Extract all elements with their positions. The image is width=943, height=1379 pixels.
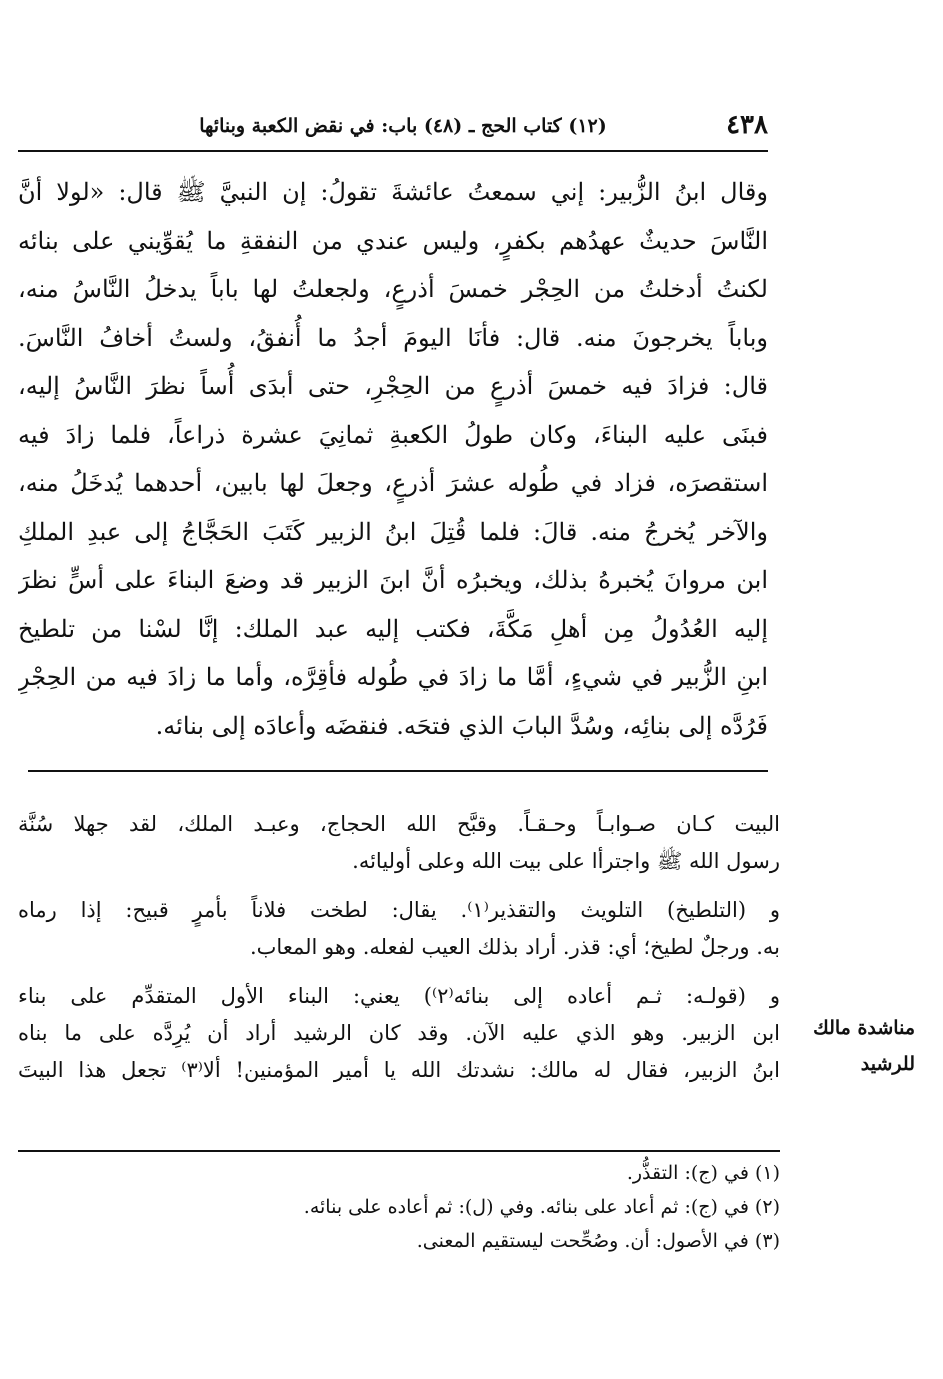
hadith-line: وباباً يخرجونَ منه. قال: فأنَا اليومَ أجدُ ما أُنفقُ، ولستُ أخافُ النَّاسَ. (18, 323, 768, 352)
margin-note (795, 1010, 915, 1082)
hadith-line: والآخر يُخرجُ منه. قالَ: فلما قُتِلَ ابنُ الزبير كَتَبَ الحَجَّاجُ إلى عبدِ الملكِ (18, 517, 768, 546)
hadith-line: قال: فزادَ فيه خمسَ أذرعٍ من الحِجْرِ، حتى أبدَى أُساً نظرَ النَّاسُ إليه، (18, 372, 768, 400)
commentary-line: رسول الله ﷺ واجترأا على بيت الله وعلى أوليائه. (352, 849, 780, 873)
commentary-line: البيت كـان صـوابـاً وحـقـاً. وقبَّح الله الحجاج، وعبـد الملك، لقد جهلا سُنَّة (18, 812, 780, 836)
hadith-line: ابنِ الزُّبير في شيءٍ، أمَّا ما زادَ في طُوله فأقِرَّه، وأما ما زادَ فيه من الحِجْرِ (18, 663, 768, 691)
footnote: (١) في (ج): التقذُّر. (626, 1162, 780, 1184)
hadith-line: إليه العُدُولُ مِن أهلِ مَكَّةَ، فكتب إليه عبد الملك: إنَّا لسْنا من تلطيخ (18, 614, 768, 643)
commentary-divider (28, 770, 768, 772)
margin-note-line: مناشدة مالك (813, 1017, 915, 1039)
hadith-line: النَّاسَ حديثٌ عهدُهم بكفرٍ، وليس عندي من النفقةِ ما يُقوِّيني على بنائه (18, 226, 768, 255)
hadith-line: وقال ابنُ الزُّبير: إني سمعتُ عائشةَ تقولُ: إن النبيَّ ﷺ قال: «لولا أنَّ (18, 178, 768, 206)
commentary-line: به. ورجلٌ لطيخ؛ أي: قذر. أراد بذلك العيب لفعله. وهو المعاب. (249, 935, 780, 959)
header-rule (18, 150, 768, 152)
page-number: ٤٣٨ (726, 110, 768, 140)
footnote: (٣) في الأصول: أن. وصُحِّحت ليستقيم المعنى. (416, 1230, 780, 1252)
footnote-divider (18, 1150, 780, 1152)
commentary-line: ابن الزبير. وهو الذي عليه الآن. وقد كان الرشيد أراد أن يُرِدَّه على ما بناه (18, 1021, 780, 1045)
commentary-paragraph (18, 892, 780, 966)
margin-note-line: للرشيد (860, 1053, 915, 1075)
running-head: (١٢) كتاب الحج ـ (٤٨) باب: في نقض الكعبة وبنائها (199, 115, 607, 137)
hadith-line: فبنَى عليه البناءَ، وكان طولُ الكعبةِ ثمانِيَ عشرة ذراعاً، فلما زادَ فيه (18, 420, 768, 449)
commentary-paragraph (18, 978, 780, 1089)
footnote: (٢) في (ج): ثم أعاد على بنائه. وفي (ل): ثم أعاده على بنائه. (303, 1196, 780, 1218)
commentary-paragraph (18, 806, 780, 880)
hadith-line: ابن مروانَ يُخبرهُ بذلك، ويخبرُه أنَّ ابنَ الزبير قد وضعَ البناءَ على أسٍّ نظرَ (18, 566, 768, 594)
hadith-line: فَرُدَّه إلى بنائِه، وسُدَّ البابَ الذي فتحَه. فنقضَه وأعادَه إلى بنائه. (155, 711, 768, 740)
hadith-text (18, 168, 768, 750)
hadith-line: استقصرَه، فزاد في طُوله عشرَ أذرعٍ، وجعلَ لها بابين، أحدهما يُدخَلُ منه، (18, 469, 768, 497)
hadith-line: لكنتُ أدخلتُ من الحِجْر خمسَ أذرعٍ، ولجعلتُ لها باباً يدخلُ النَّاسُ منه، (18, 275, 768, 303)
commentary-line: و (قولـه: ثـم أعاده إلى بنائه⁽٢⁾) يعني: البناء الأول المتقدِّم على بناء (18, 984, 780, 1008)
commentary-text (18, 806, 780, 1101)
commentary-line: و (التلطيخ) التلويث والتقذير⁽١⁾. يقال: لطخت فلاناً بأمرٍ قبيح: إذا رماه (18, 898, 780, 922)
commentary-line: ابنُ الزبير، فقال له مالك: نشدتك الله يا أمير المؤمنين! ألا⁽٣⁾ تجعل هذا البيتَ (18, 1058, 780, 1082)
footnotes (18, 1156, 780, 1258)
page-header (18, 108, 768, 148)
